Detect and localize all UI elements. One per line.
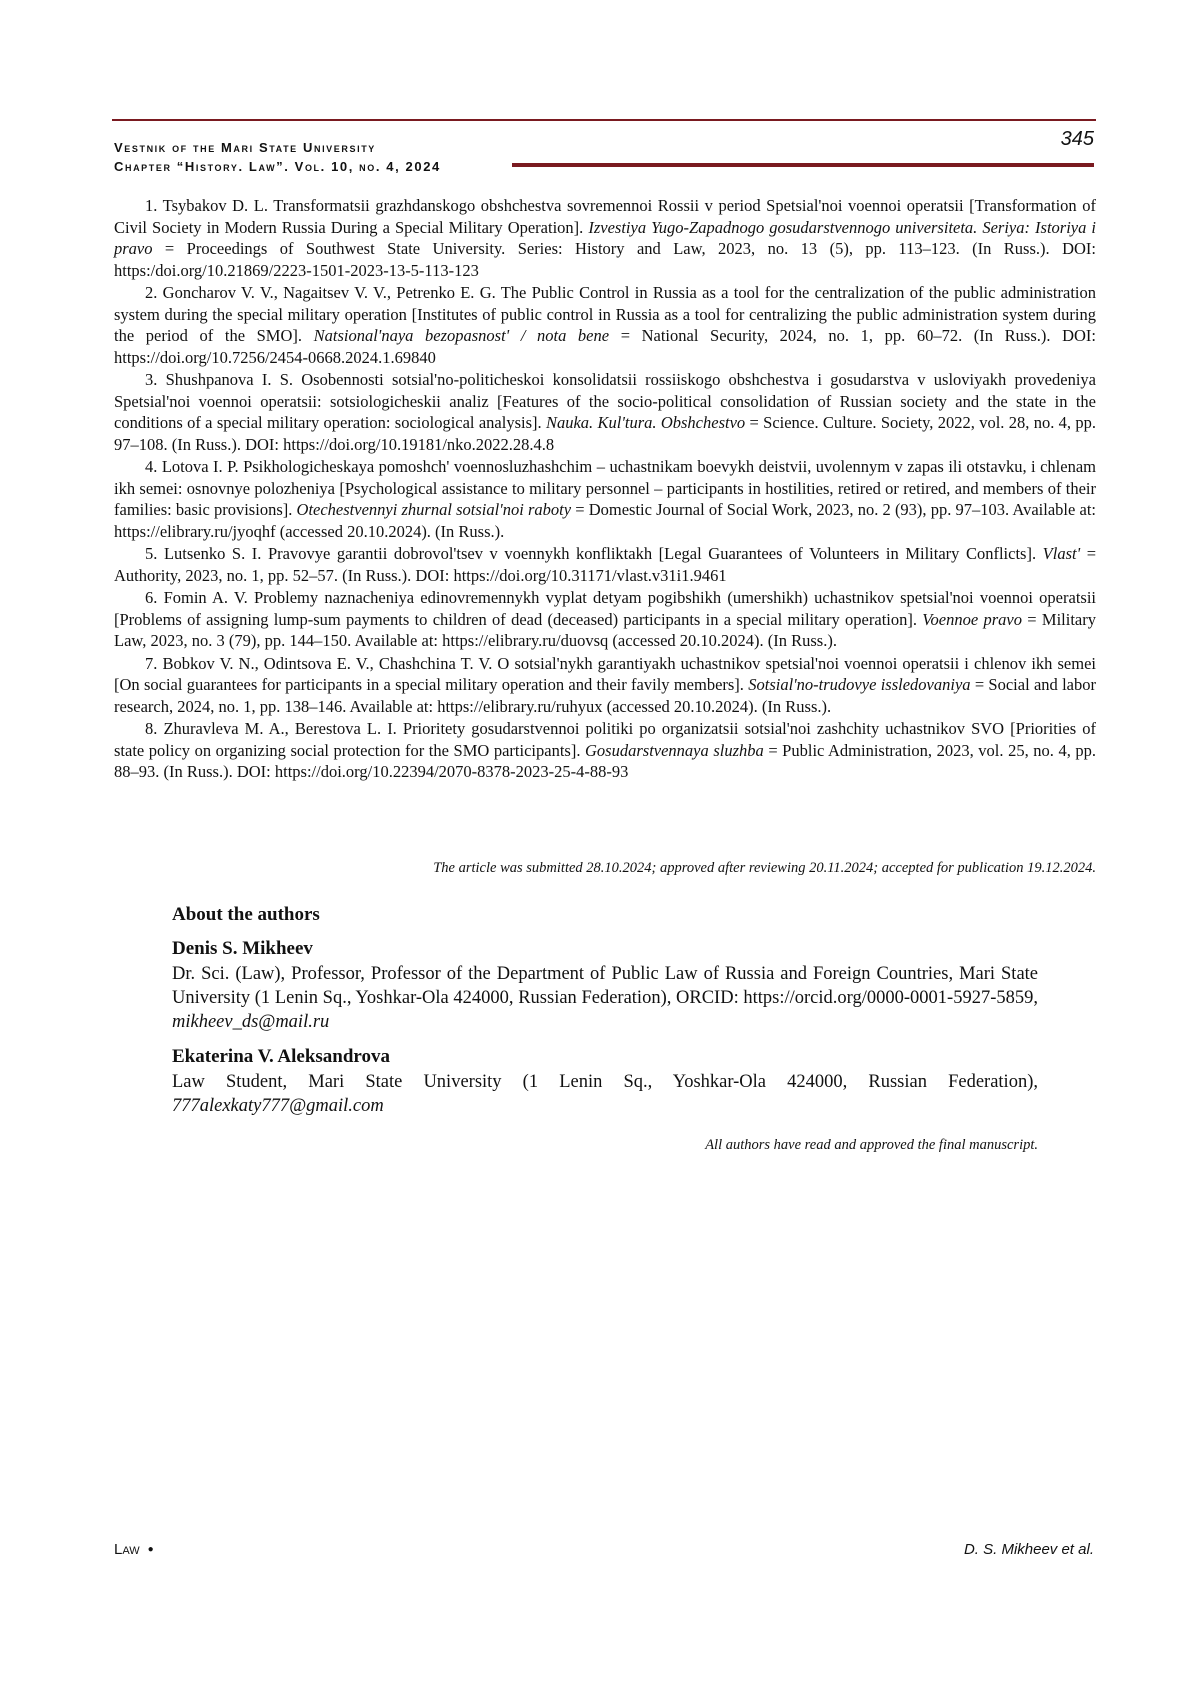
header-top-rule bbox=[112, 119, 1096, 121]
author-name: Denis S. Mikheev bbox=[172, 938, 313, 959]
journal-title-line: Vestnik of the Mari State University bbox=[114, 140, 376, 155]
approval-note: All authors have read and approved the final manuscript. bbox=[705, 1137, 1038, 1153]
bullet-icon: ● bbox=[147, 1544, 154, 1555]
reference-item: 7. Bobkov V. N., Odintsova E. V., Chashchina T. V. O sotsial'nykh garantiyakh uchastnikov spetsial'noi voennoi operatsii i chlenov ikh semei [On social guarantees for participants in a special military operation and their favily members]. Sotsial'no-trudovye issledovaniya = Social and labor research, 2024, no. 1, pp. 138–146. Available at: https://elibrary.ru/ruhyux (accessed 20.10.2024). (In Russ.). bbox=[114, 653, 1096, 716]
header-accent-bar bbox=[512, 163, 1094, 167]
reference-list bbox=[114, 195, 1096, 784]
author-bio: Law Student, Mari State University (1 Lenin Sq., Yoshkar-Ola 424000, Russian Federation), 777alexkaty777@gmail.com bbox=[172, 1072, 1038, 1116]
reference-item: 2. Goncharov V. V., Nagaitsev V. V., Petrenko E. G. The Public Control in Russia as a tool for the centralization of the public administration system during the special military operation [Institutes of public control in Russia as a tool for centralizing the public administration system during the period of the SMO]. Natsional'naya bezopasnost' / nota bene = National Security, 2024, no. 1, pp. 60–72. (In Russ.). DOI: https://doi.org/10.7256/2454-0668.2024.1.69840 bbox=[114, 283, 1097, 367]
footer-section-name: Law bbox=[114, 1541, 140, 1558]
journal-issue-line: Chapter “History. Law”. Vol. 10, no. 4, 2024 bbox=[114, 159, 441, 174]
reference-item: 6. Fomin A. V. Problemy naznacheniya edinovremennykh vyplat detyam pogibshikh (umershikh) uchastnikov spetsial'noi voennoi operatsii [Problems of assigning lump-sum payments to children of dead (deceased) participants in a special military operation]. Voennoe pravo = Military Law, 2023, no. 3 (79), pp. 144–150. Available at: https://elibrary.ru/duovsq (accessed 20.10.2024). (In Russ.). bbox=[114, 588, 1096, 650]
reference-item: 5. Lutsenko S. I. Pravovye garantii dobrovol'tsev v voennykh konfliktakh [Legal Guarantees of Volunteers in Military Conflicts]. Vlast' = Authority, 2023, no. 1, pp. 52–57. (In Russ.). DOI: https://doi.org/10.31171/vlast.v31i1.9461 bbox=[114, 544, 1097, 585]
author-email-link[interactable]: 777alexkaty777@gmail.com bbox=[172, 1096, 384, 1116]
author-bio: Dr. Sci. (Law), Professor, Professor of the Department of Public Law of Russia and Foreign Countries, Mari State University (1 Lenin Sq., Yoshkar-Ola 424000, Russian Federation), ORCID: https://orcid.org/0000-0001-5927-5859, mikheev_ds@mail.ru bbox=[172, 964, 1038, 1032]
author-email-link[interactable]: mikheev_ds@mail.ru bbox=[172, 1012, 330, 1032]
reference-item: 1. Tsybakov D. L. Transformatsii grazhdanskogo obshchestva sovremennoi Rossii v period Spetsial'noi voennoi operatsii [Transformation of Civil Society in Modern Russia During a Special Military Operation]. Izvestiya Yugo-Zapadnogo gosudarstvennogo universiteta. Seriya: Istoriya i pravo = Proceedings of Southwest State University. Series: History and Law, 2023, no. 13 (5), pp. 113–123. (In Russ.). DOI: https:/doi.org/10.21869/2223-1501-2023-13-5-113-123 bbox=[114, 196, 1097, 280]
about-authors-section bbox=[172, 904, 1038, 1130]
submission-note: The article was submitted 28.10.2024; approved after reviewing 20.11.2024; accepted for publication 19.12.2024. bbox=[433, 860, 1096, 876]
journal-header bbox=[114, 138, 441, 176]
reference-item: 4. Lotova I. P. Psikhologicheskaya pomoshch' voennosluzhashchim – uchastnikam boevykh deistvii, uvolennym v zapas ili otstavku, i chlenam ikh semei: osnovnye polozheniya [Psychological assistance to military personnel – participants in hostilities, retired or retired, and members of their families: basic provisions]. Otechestvennyi zhurnal sotsial'noi raboty = Domestic Journal of Social Work, 2023, no. 2 (93), pp. 97–103. Available at: https://elibrary.ru/jyoqhf (accessed 20.10.2024). (In Russ.). bbox=[114, 457, 1096, 541]
author-name: Ekaterina V. Aleksandrova bbox=[172, 1046, 391, 1067]
footer-section-label bbox=[114, 1541, 154, 1558]
reference-item: 3. Shushpanova I. S. Osobennosti sotsial'no-politicheskoi konsolidatsii rossiiskogo obshchestva i gosudarstva v usloviyakh provedeniya Spetsial'noi voennoi operatsii: sotsiologicheskii analiz [Features of the socio-political consolidation of Russian society and the state in the conditions of a special military operation: sociological analysis]. Nauka. Kul'tura. Obshchestvo = Science. Culture. Society, 2022, vol. 28, no. 4, pp. 97–108. (In Russ.). DOI: https://doi.org/10.19181/nko.2022.28.4.8 bbox=[114, 370, 1097, 454]
footer-authors: D. S. Mikheev et al. bbox=[963, 1541, 1094, 1558]
reference-item: 8. Zhuravleva M. A., Berestova L. I. Prioritety gosudarstvennoi politiki po organizatsii sotsial'noi zashchity uchastnikov SVO [Priorities of state policy on organizing social protection for the SMO participants]. Gosudarstvennaya sluzhba = Public Administration, 2023, vol. 25, no. 4, pp. 88–93. (In Russ.). DOI: https://doi.org/10.22394/2070-8378-2023-25-4-88-93 bbox=[114, 719, 1097, 781]
about-authors-heading: About the authors bbox=[172, 904, 320, 925]
page-number: 345 bbox=[1060, 128, 1094, 150]
